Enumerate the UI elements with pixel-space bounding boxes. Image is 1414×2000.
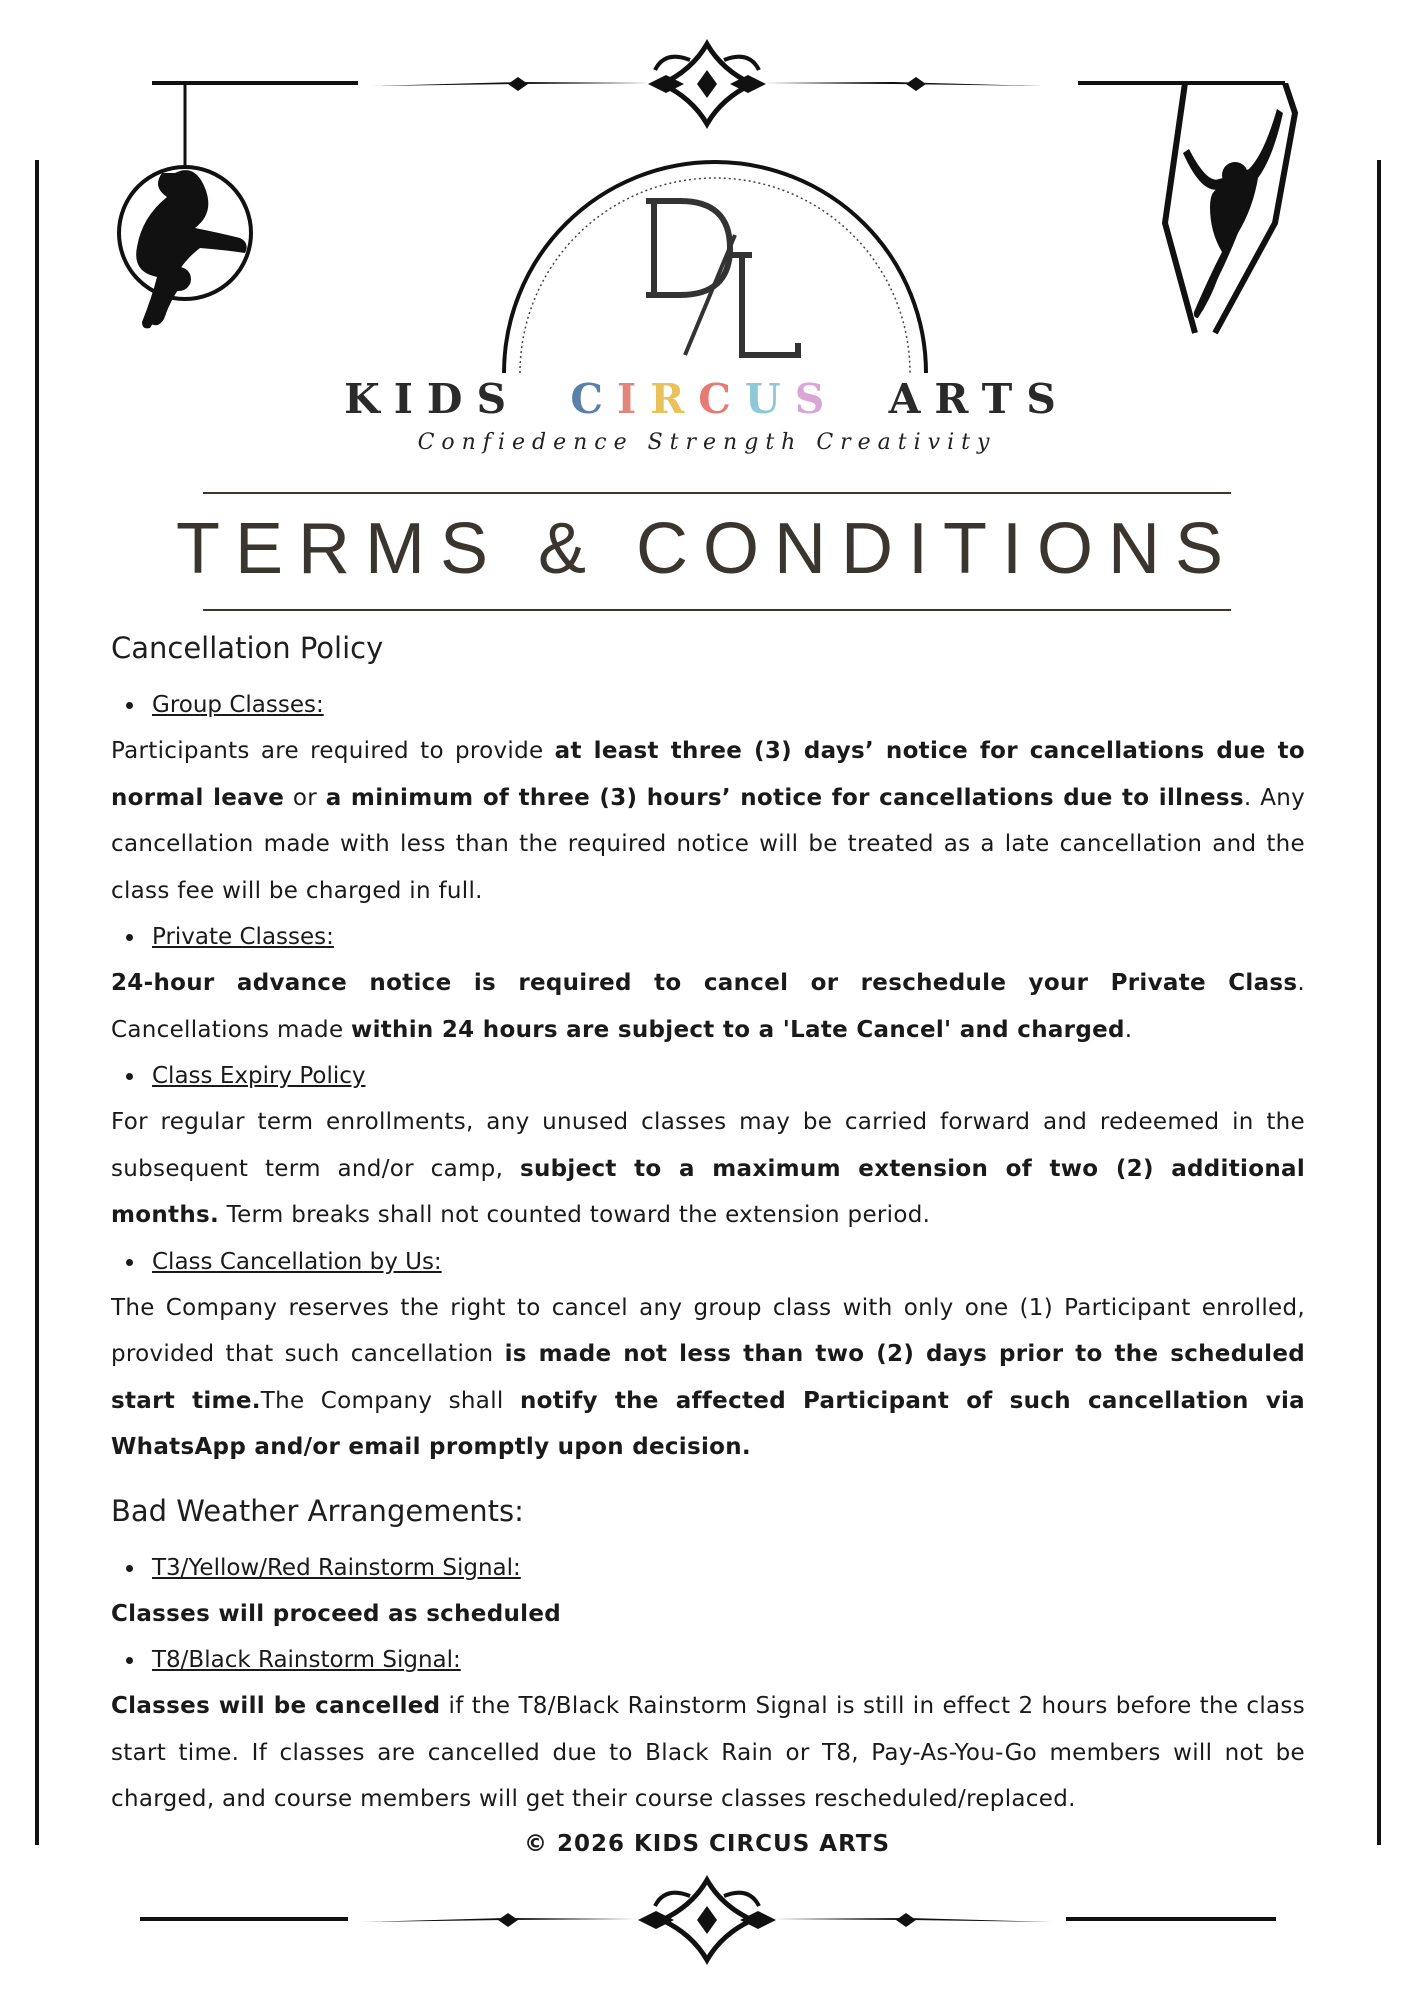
t3-signal-label: T3/Yellow/Red Rainstorm Signal: — [152, 1554, 521, 1581]
circus-letter: C — [698, 375, 745, 423]
copyright-footer: © 2026 KIDS CIRCUS ARTS — [523, 1831, 891, 1857]
cancellation-by-us-label: Class Cancellation by Us: — [152, 1248, 442, 1275]
class-expiry-item — [111, 1053, 1305, 1099]
cancellation-by-us-text: The Company reserves the right to cancel any group class with only one (1) Participant enrolled, provided that such cancellation is made not less than two (2) days prior to the scheduled start time.The Company shall notify the affected Participant of such cancellation via WhatsApp and/or email promptly upon decision. — [111, 1294, 1305, 1460]
title-rule-bottom — [203, 609, 1231, 611]
brand-tagline: Confiedence Strength Creativity — [417, 430, 997, 455]
t3-signal-text: Classes will proceed as scheduled — [111, 1600, 561, 1627]
title-rule-top — [203, 492, 1231, 494]
circus-letter: R — [650, 375, 699, 423]
group-classes-label: Group Classes: — [152, 692, 324, 718]
circus-letter: C — [570, 375, 618, 423]
bad-weather-heading: Bad Weather Arrangements: — [111, 1493, 524, 1528]
cancellation-by-us-item — [111, 1239, 1305, 1285]
bottom-ornament — [140, 1880, 1276, 1960]
brand-name — [0, 375, 1414, 423]
group-classes-text: Participants are required to provide at least three (3) days’ notice for cancellations due to normal leave or a minimum of three (3) hours’ notice for cancellations due to illness. Any cancellation made with less than the required notice will be treated as a late cancellation and the class fee will be charged in full. — [111, 738, 1306, 904]
class-expiry-label: Class Expiry Policy — [152, 1063, 366, 1089]
circus-letter: I — [617, 375, 651, 423]
terms-content — [111, 626, 1305, 1823]
t8-signal-item — [111, 1637, 1305, 1683]
t3-signal-item — [111, 1545, 1305, 1591]
aerial-hoop-illustration — [105, 83, 275, 343]
t8-signal-label: T8/Black Rainstorm Signal: — [152, 1647, 461, 1673]
private-classes-label: Private Classes: — [152, 924, 334, 950]
page-title: TERMS & CONDITIONS — [175, 509, 1239, 589]
circus-letter: U — [744, 375, 795, 423]
brand-word-arts: ARTS — [888, 375, 1070, 423]
brand-word-circus — [570, 375, 838, 423]
brand-word-kids: KIDS — [344, 375, 521, 423]
private-classes-text: 24-hour advance notice is required to cancel or reschedule your Private Class. Cancellations made within 24 hours are subject to a 'Late Cancel' and charged. — [111, 970, 1305, 1043]
class-expiry-text: For regular term enrollments, any unused classes may be carried forward and redeemed in the subsequent term and/or camp, subject to a maximum extension of two (2) additional months. Term breaks shall not counted toward the extension period. — [111, 1109, 1306, 1228]
logo-monogram — [640, 195, 820, 370]
circus-letter: S — [794, 375, 839, 423]
private-classes-item — [111, 914, 1305, 960]
group-classes-item — [111, 682, 1305, 728]
t8-signal-text: Classes will be cancelled if the T8/Black Rainstorm Signal is still in effect 2 hours before the class start time. If classes are cancelled due to Black Rain or T8, Pay-As-You-Go members will not be charged, and course members will get their course classes rescheduled/replaced. — [111, 1693, 1305, 1812]
cancellation-policy-heading: Cancellation Policy — [111, 631, 384, 665]
top-ornament — [152, 44, 1285, 124]
aerial-silks-illustration — [1135, 83, 1315, 353]
